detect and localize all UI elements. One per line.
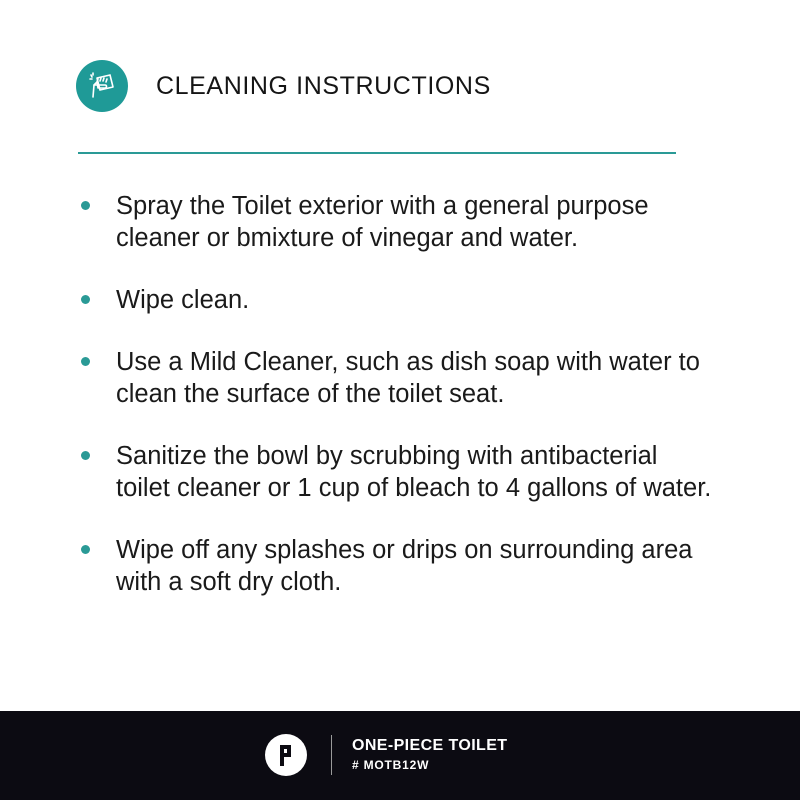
footer-divider — [331, 735, 332, 775]
instruction-text: Spray the Toilet exterior with a general purpose cleaner or bmixture of vinegar and water. — [116, 192, 649, 252]
instruction-text: Sanitize the bowl by scrubbing with antibacterial toilet cleaner or 1 cup of bleach to 4 gallons of water. — [116, 442, 712, 502]
list-item — [78, 346, 718, 410]
product-info — [352, 737, 507, 773]
hand-wiping-cloth-icon — [76, 60, 128, 112]
list-item — [78, 440, 718, 504]
list-item — [78, 190, 718, 254]
brand-logo-icon — [265, 734, 307, 776]
bullet-icon — [81, 545, 90, 554]
instruction-text: Wipe clean. — [116, 286, 250, 314]
section-header — [76, 60, 491, 112]
instruction-text: Wipe off any splashes or drips on surrounding area with a soft dry cloth. — [116, 536, 693, 596]
bullet-icon — [81, 357, 90, 366]
bullet-icon — [81, 295, 90, 304]
bullet-icon — [81, 451, 90, 460]
bullet-icon — [81, 201, 90, 210]
product-name: ONE-PIECE TOILET — [352, 737, 508, 754]
instruction-list — [78, 190, 718, 628]
footer-bar — [0, 711, 800, 800]
list-item — [78, 534, 718, 598]
header-divider — [78, 152, 676, 154]
page-title: CLEANING INSTRUCTIONS — [156, 71, 491, 100]
list-item — [78, 284, 718, 316]
instruction-text: Use a Mild Cleaner, such as dish soap with water to clean the surface of the toilet seat. — [116, 348, 700, 408]
model-number: # MOTB12W — [352, 758, 430, 772]
